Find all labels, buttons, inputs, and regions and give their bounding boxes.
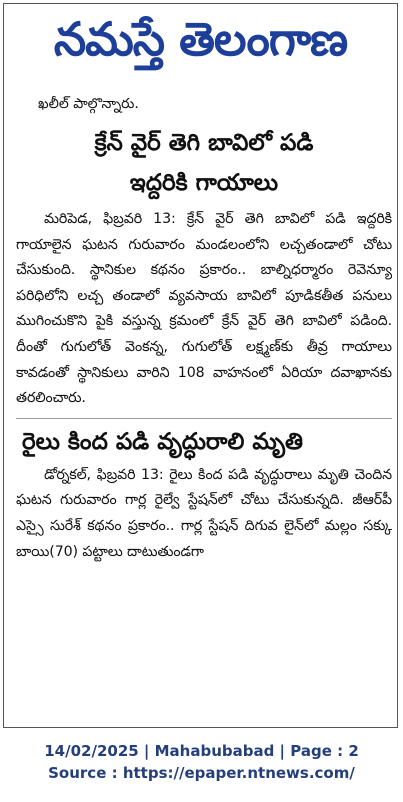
headline-line-2: ఇద్దరికి గాయాలు: [129, 170, 279, 196]
headline-line-1: క్రేన్ వైర్ తెగి బావిలో పడి: [94, 130, 314, 156]
article-headline: [16, 123, 392, 203]
masthead: [4, 4, 397, 86]
footer-date-edition: 14/02/2025 | Mahabubabad | Page : 2: [44, 742, 359, 760]
footer-source: Source : https://epaper.ntnews.com/: [48, 764, 355, 782]
second-article-headline: రైలు కింద పడి వృద్ధురాలి మృతి: [22, 428, 303, 455]
newspaper-title: నమస్తే తెలంగాణ: [53, 12, 348, 66]
second-article-body: డోర్నకల్, ఫిబ్రవరి 13: రైలు కింద పడి వృద్ధురాలు మృతి చెందిన ఘటన గురువారం గార్ల రైల్వే స్టేషన్‌లో చోటు చేసుకున్నది. జీఆర్‌పీ ఎస్సై సురేశ్ కథనం ప్రకారం.. గార్ల స్టేషన్ దిగువ లైన్‌లో మల్లం సక్కు బాయి(70) పట్టాలు దాటుతుండగా: [16, 466, 392, 560]
article-body: మరిపెడ, ఫిబ్రవరి 13: క్రేన్ వైర్ తెగి బావిలో పడి ఇద్దరికి గాయాలైన ఘటన గురువారం మండలంలోని లచ్చతండాలో చోటు చేసుకుంది. స్థానికుల కథనం ప్రకారం.. బాల్నిధర్మారం రెవెన్యూ పరిధిలోని లచ్చ తండాలో వ్యవసాయ బావిలో పూడికతీత పనులు ముగించుకొని పైకి వస్తున్న క్రమంలో క్రేన్ వైర్ తెగి బావిలో పడింది. దీంతో గుగులోత్ వెంకన్న, గుగులోత్ లక్ష్మణ్‌కు తీవ్ర గాయాలు కావడంతో స్థానికులు వారిని 108 వాహనంలో ఏరియా దవాఖానకు తరలించారు.: [16, 211, 392, 407]
previous-article-tail: ఖలీల్ పాల్గొన్నారు.: [38, 96, 139, 112]
newspaper-clipping: [3, 3, 398, 728]
article-column: [16, 96, 392, 727]
article-divider: [16, 418, 392, 419]
